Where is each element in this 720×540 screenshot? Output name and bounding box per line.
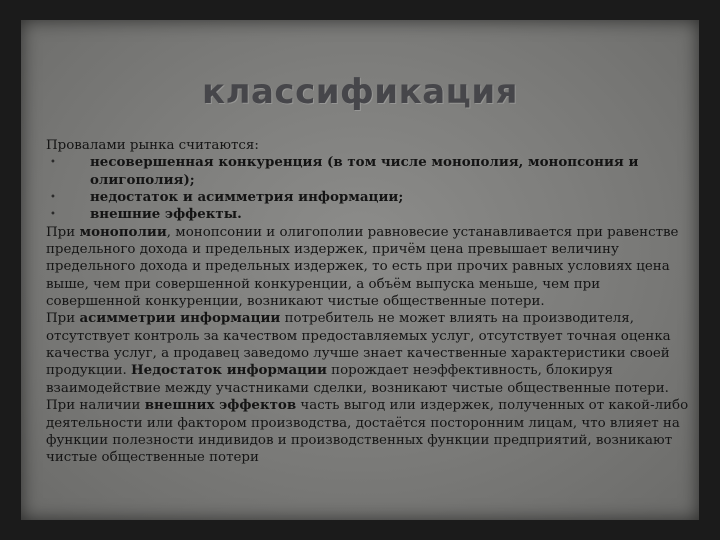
paragraph-externalities bbox=[46, 397, 696, 466]
bullet-icon: • bbox=[50, 157, 56, 169]
bullet-item bbox=[46, 154, 696, 189]
bullet-text: несовершенная конкуренция (в том числе монополия, монопсония и олигополия); bbox=[90, 154, 639, 188]
bullet-icon: • bbox=[50, 192, 56, 204]
text-run: потребитель не может влиять на производителя, отсутствует контроль за качеством предоставляемых услуг, отсутствует точная оценка качества услуг, а продавец заведомо лучше знает качественные характеристики своей продукции. bbox=[46, 311, 671, 379]
bullet-text: внешние эффекты. bbox=[90, 206, 242, 223]
bold-term: Недостаток информации bbox=[131, 362, 327, 379]
bullet-item bbox=[46, 206, 696, 223]
text-run: часть выгод или издержек, полученных от какой-либо деятельности или фактором производства, достаётся посторонним лицам, что влияет на функции полезности индивидов и производственных функции предприятий, возникают чистые общественные потери bbox=[46, 398, 689, 466]
bold-term: асимметрии информации bbox=[79, 310, 281, 327]
slide bbox=[21, 20, 699, 520]
intro-text: Провалами рынка считаются: bbox=[46, 138, 259, 153]
slide-title: классификация bbox=[202, 72, 518, 112]
paragraph-monopoly bbox=[46, 224, 696, 311]
bold-term: монополии bbox=[79, 223, 167, 240]
text-run: При bbox=[46, 311, 80, 327]
bullet-icon: • bbox=[50, 209, 56, 221]
bullet-item bbox=[46, 189, 696, 206]
bullet-text: недостаток и асимметрия информации; bbox=[90, 189, 404, 206]
text-run: порождает неэффективность, блокируя взаимодействие между участниками сделки, возникают чистые общественные потери. bbox=[46, 363, 669, 396]
text-run: При наличии bbox=[46, 398, 145, 414]
text-run: , монопсонии и олигополии равновесие устанавливается при равенстве предельного дохода и предельных издержек, причём цена превышает величину предельного дохода и предельных издержек, то есть при прочих равных условиях цена выше, чем при совершенной конкуренции, а объём выпуска меньше, чем при совершенной конкуренции, возникают чистые общественные потери. bbox=[46, 224, 679, 310]
paragraph-information-asymmetry bbox=[46, 310, 696, 397]
bold-term: внешних эффектов bbox=[144, 397, 297, 414]
slide-body bbox=[46, 137, 696, 467]
text-run: При bbox=[46, 224, 80, 240]
